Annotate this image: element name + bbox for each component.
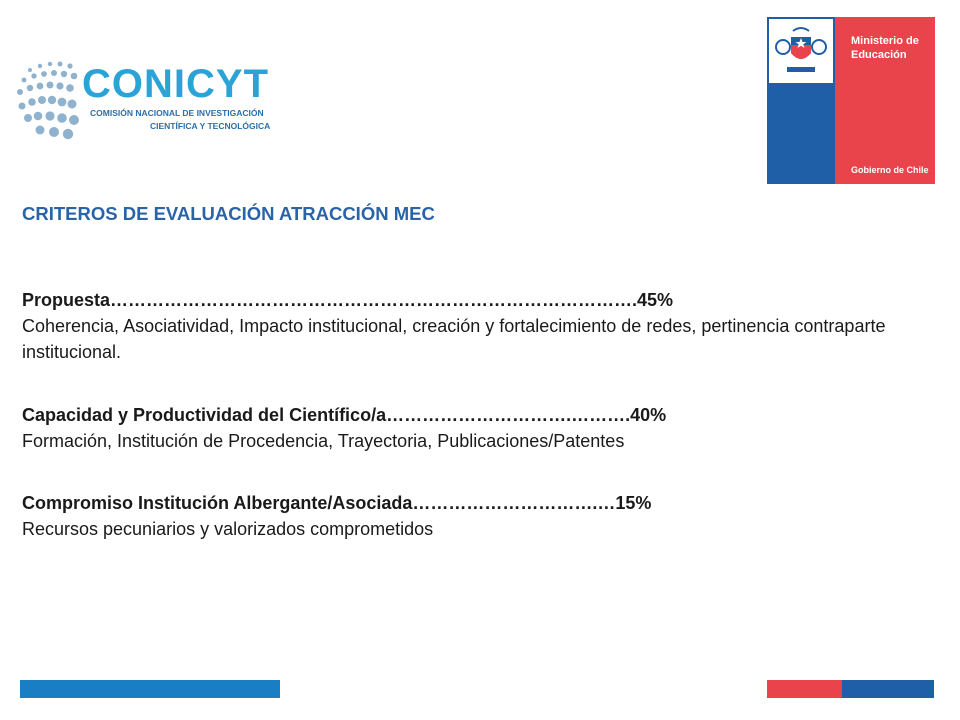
footer-bar-navy xyxy=(842,680,934,698)
gobierno-label: Gobierno de Chile xyxy=(851,165,929,175)
ministry-name: Ministerio de Educación xyxy=(851,35,919,61)
criterion-description: Formación, Institución de Procedencia, Trayectoria, Publicaciones/Patentes xyxy=(22,431,625,451)
criterion-capacidad xyxy=(22,402,947,454)
conicyt-logo xyxy=(16,58,291,148)
criterion-heading: Capacidad y Productividad del Científico/a………………………….……….40% xyxy=(22,405,667,425)
ministerio-educacion-logo xyxy=(767,17,935,184)
flag-blue-band xyxy=(767,85,835,184)
footer-bar-blue xyxy=(20,680,280,698)
conicyt-name: CONICYT xyxy=(82,62,269,106)
coat-of-arms-icon xyxy=(769,19,833,83)
criterion-heading: Compromiso Institución Albergante/Asociada………………………….…15% xyxy=(22,493,652,513)
criterion-description: Coherencia, Asociatividad, Impacto institucional, creación y fortalecimiento de redes, pertinencia contraparte institucional. xyxy=(22,316,886,362)
conicyt-subtitle-line1: COMISIÓN NACIONAL DE INVESTIGACIÓN xyxy=(90,108,264,118)
criterion-compromiso xyxy=(22,490,947,542)
page-title: CRITEROS DE EVALUACIÓN ATRACCIÓN MEC xyxy=(22,203,435,224)
criterion-propuesta xyxy=(22,287,947,365)
conicyt-subtitle-line2: CIENTÍFICA Y TECNOLÓGICA xyxy=(150,121,271,131)
criterion-heading: Propuesta…………………………………………………………………………….45% xyxy=(22,290,674,310)
footer-bar-red xyxy=(767,680,842,698)
criterion-description: Recursos pecuniarios y valorizados comprometidos xyxy=(22,519,434,539)
